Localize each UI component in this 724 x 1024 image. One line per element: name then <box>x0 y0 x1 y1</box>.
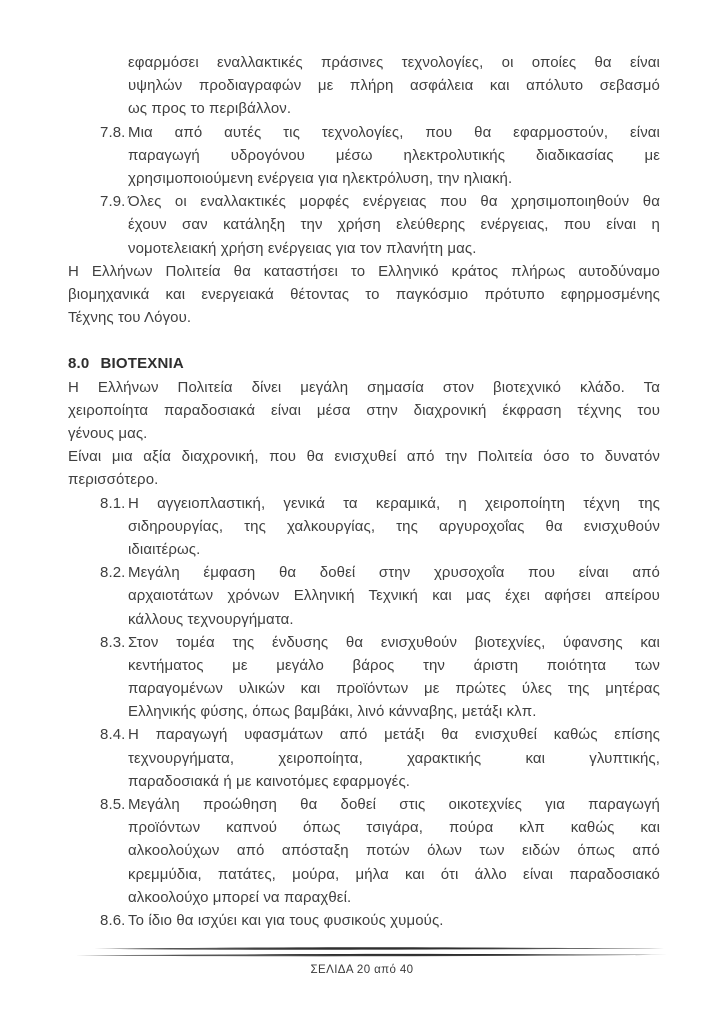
paragraph <box>68 376 660 446</box>
list-item <box>100 121 660 191</box>
text-line: Η αγγειοπλαστική, γενικά τα κεραμικά, η χειροποίητη τέχνη της <box>128 494 660 512</box>
text-line: Η Ελλήνων Πολιτεία δίνει μεγάλη σημασία στον βιοτεχνικό κλάδο. Τα <box>68 378 660 396</box>
text-line: αλκοολούχων από απόσταξη ποτών όλων των ειδών όπως από <box>128 842 660 860</box>
text-line: νομοτελειακή χρήση ενέργειας για τον πλανήτη μας. <box>128 239 477 257</box>
list-item <box>100 190 660 260</box>
text-line: παραγομένων υλικών και προϊόντων με πρώτες ύλες της μητέρας <box>128 680 660 698</box>
text-line: χρησιμοποιούμενη ενέργεια για ηλεκτρόλυση, την ηλιακή. <box>128 169 513 187</box>
paragraph <box>68 260 660 330</box>
text-line: χειροποίητα παραδοσιακά είναι μέσα στην διαχρονική έκφραση τέχνης του <box>68 401 660 419</box>
list-item <box>100 492 660 562</box>
text-line: Μια από αυτές τις τεχνολογίες, που θα εφαρμοστούν, είναι <box>128 123 660 141</box>
text-line: προϊόντων καπνού όπως τσιγάρα, πούρα κλπ καθώς και <box>128 819 660 837</box>
text-line: έχουν σαν κατάληξη την χρήση ελεύθερης ενέργειας, που είναι η <box>128 216 660 234</box>
list-item <box>100 793 660 909</box>
text-line: βιομηχανικά και ενεργειακά θέτοντας το παγκόσμιο πρότυπο εφηρμοσμένης <box>68 285 660 303</box>
text-line: παραγωγή υδρογόνου μέσω ηλεκτρολυτικής διαδικασίας με <box>128 146 660 164</box>
text-line: Η παραγωγή υφασμάτων από μετάξι θα ενισχυθεί καθώς επίσης <box>128 726 660 744</box>
text-line: Όλες οι εναλλακτικές μορφές ενέργειας που θα χρησιμοποιηθούν θα <box>128 193 660 211</box>
text-line: κρεμμύδια, πατάτες, μούρα, μήλα και ότι άλλο είναι παραδοσιακό <box>128 865 660 883</box>
text-line: Το ίδιο θα ισχύει και για τους φυσικούς χυμούς. <box>128 911 444 929</box>
text-line: ως προς το περιβάλλον. <box>128 100 292 118</box>
list-item <box>100 631 660 724</box>
list-number: 8.3. <box>100 633 126 651</box>
list-number: 8.2. <box>100 564 126 582</box>
text-line: σιδηρουργίας, της χαλκουργίας, της αργυροχοΐας θα ενισχυθούν <box>128 517 660 535</box>
text-line: περισσότερο. <box>68 471 159 489</box>
list-item <box>128 51 660 121</box>
paragraph <box>68 445 660 491</box>
text-line: Τέχνης του Λόγου. <box>68 309 192 327</box>
list-item <box>100 723 660 793</box>
section-number: 8.0 <box>68 355 90 373</box>
page-number-label: ΣΕΛΙΔΑ 20 από 40 <box>310 964 414 976</box>
list-number: 8.5. <box>100 796 126 813</box>
text-line: Είναι μια αξία διαχρονική, που θα ενισχυθεί από την Πολιτεία όσο το δυνατόν <box>68 448 660 466</box>
list-number: 8.4. <box>100 726 126 744</box>
text-line: Μεγάλη έμφαση θα δοθεί στην χρυσοχοΐα που είναι από <box>128 564 660 582</box>
text-line: εφαρμόσει εναλλακτικές πράσινες τεχνολογίες, οι οποίες θα είναι <box>128 54 660 71</box>
text-line: κεντήματος με μεγάλο βάρος την άριστη ποιότητα των <box>128 656 660 674</box>
text-line: ιδιαιτέρως. <box>128 540 201 558</box>
list-number: 8.1. <box>100 494 126 512</box>
footer-divider <box>76 944 668 960</box>
text-line: Η Ελλήνων Πολιτεία θα καταστήσει το Ελληνικό κράτος πλήρως αυτοδύναμο <box>68 262 660 280</box>
text-line: τεχνουργήματα, χειροποίητα, χαρακτικής και γλυπτικής, <box>128 749 660 767</box>
blank-line <box>68 329 660 352</box>
text-line: Μεγάλη προώθηση θα δοθεί στις οικοτεχνίες για παραγωγή <box>128 796 660 813</box>
list-number: 7.8. <box>100 123 126 141</box>
list-number: 7.9. <box>100 193 126 211</box>
page-footer <box>0 964 724 976</box>
text-line: Στον τομέα της ένδυσης θα ενισχυθούν βιοτεχνίες, ύφανσης και <box>128 633 660 651</box>
section-heading <box>68 352 660 375</box>
text-line: γένους μας. <box>68 425 148 442</box>
text-line: κάλλους τεχνουργήματα. <box>128 610 294 628</box>
list-item <box>100 561 660 631</box>
list-number: 8.6. <box>100 911 126 929</box>
text-line: παραδοσιακά ή με καινοτόμες εφαρμογές. <box>128 772 411 790</box>
document-body <box>68 51 660 932</box>
text-line: Ελληνικής φύσης, όπως βαμβάκι, λινό κάνναβης, μετάξι κλπ. <box>128 703 537 721</box>
text-line: αλκοολούχο μπορεί να παραχθεί. <box>128 888 352 906</box>
section-title: ΒΙΟΤΕΧΝΙΑ <box>100 355 184 373</box>
text-line: αρχαιοτάτων χρόνων Ελληνική Τεχνική και μας έχει αφήσει απείρου <box>128 587 660 605</box>
text-line: υψηλών προδιαγραφών με πλήρη ασφάλεια και απόλυτο σεβασμό <box>128 77 660 95</box>
list-item <box>100 909 660 932</box>
